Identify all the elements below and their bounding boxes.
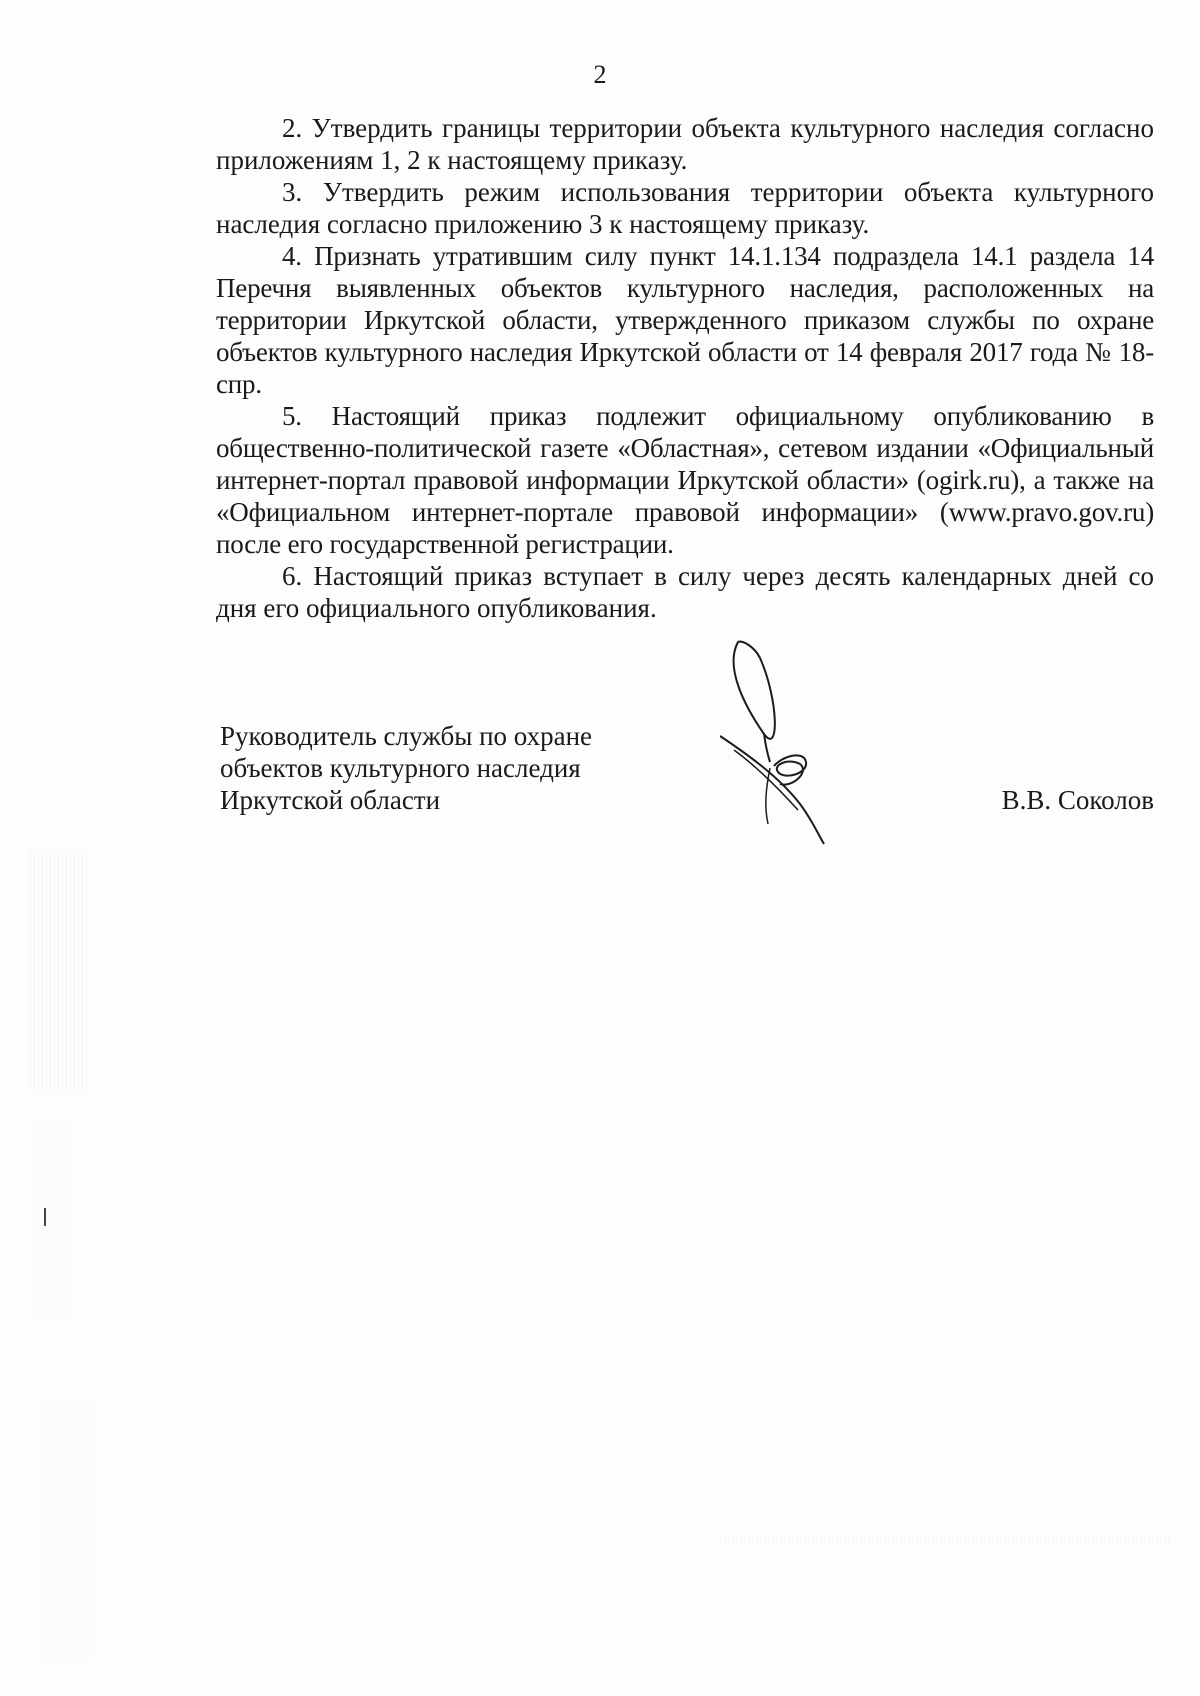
signature-stroke [720, 736, 824, 844]
paragraph-item-2: 2. Утвердить границы территории объекта культурного наследия согласно приложениям 1, 2 к настоящему приказу. [216, 113, 1154, 175]
paragraph-item-6: 6. Настоящий приказ вступает в силу через десять календарных дней со дня его официального опубликования. [216, 561, 1154, 623]
order-body [216, 112, 1154, 624]
signature-stroke [766, 768, 770, 824]
handwritten-signature [720, 638, 880, 848]
signatory-position-line: объектов культурного наследия [220, 753, 581, 783]
signer-name: В.В. Соколов [1001, 785, 1154, 815]
signature-stroke [734, 642, 775, 739]
paragraph-item-3: 3. Утвердить режим использования территории объекта культурного наследия согласно приложению 3 к настоящему приказу. [216, 177, 1154, 239]
scan-artifact [40, 1400, 90, 1660]
paragraph-item-5: 5. Настоящий приказ подлежит официальному опубликованию в общественно-политической газете «Областная», сетевом издании «Официальный интернет-портал правовой информации Иркутской области» (ogirk.ru), а также на «Официальном интернет-портале правовой информации» (www.pravo.gov.ru) после его государственной регистрации. [216, 401, 1154, 559]
paragraph-item-4: 4. Признать утратившим силу пункт 14.1.134 подраздела 14.1 раздела 14 Перечня выявленных объектов культурного наследия, расположенных на территории Иркутской области, утвержденного приказом службы по охране объектов культурного наследия Иркутской области от 14 февраля 2017 года № 18-спр. [216, 241, 1154, 399]
scan-artifact [720, 1535, 1170, 1543]
signatory-position-line: Иркутской области [220, 785, 441, 815]
page-number: 2 [593, 60, 607, 89]
scan-artifact [30, 850, 90, 1090]
scan-artifact [34, 1120, 74, 1320]
signatory-position-line: Руководитель службы по охране [220, 721, 593, 751]
scan-artifact [44, 1208, 46, 1226]
signatory-position [220, 720, 640, 816]
